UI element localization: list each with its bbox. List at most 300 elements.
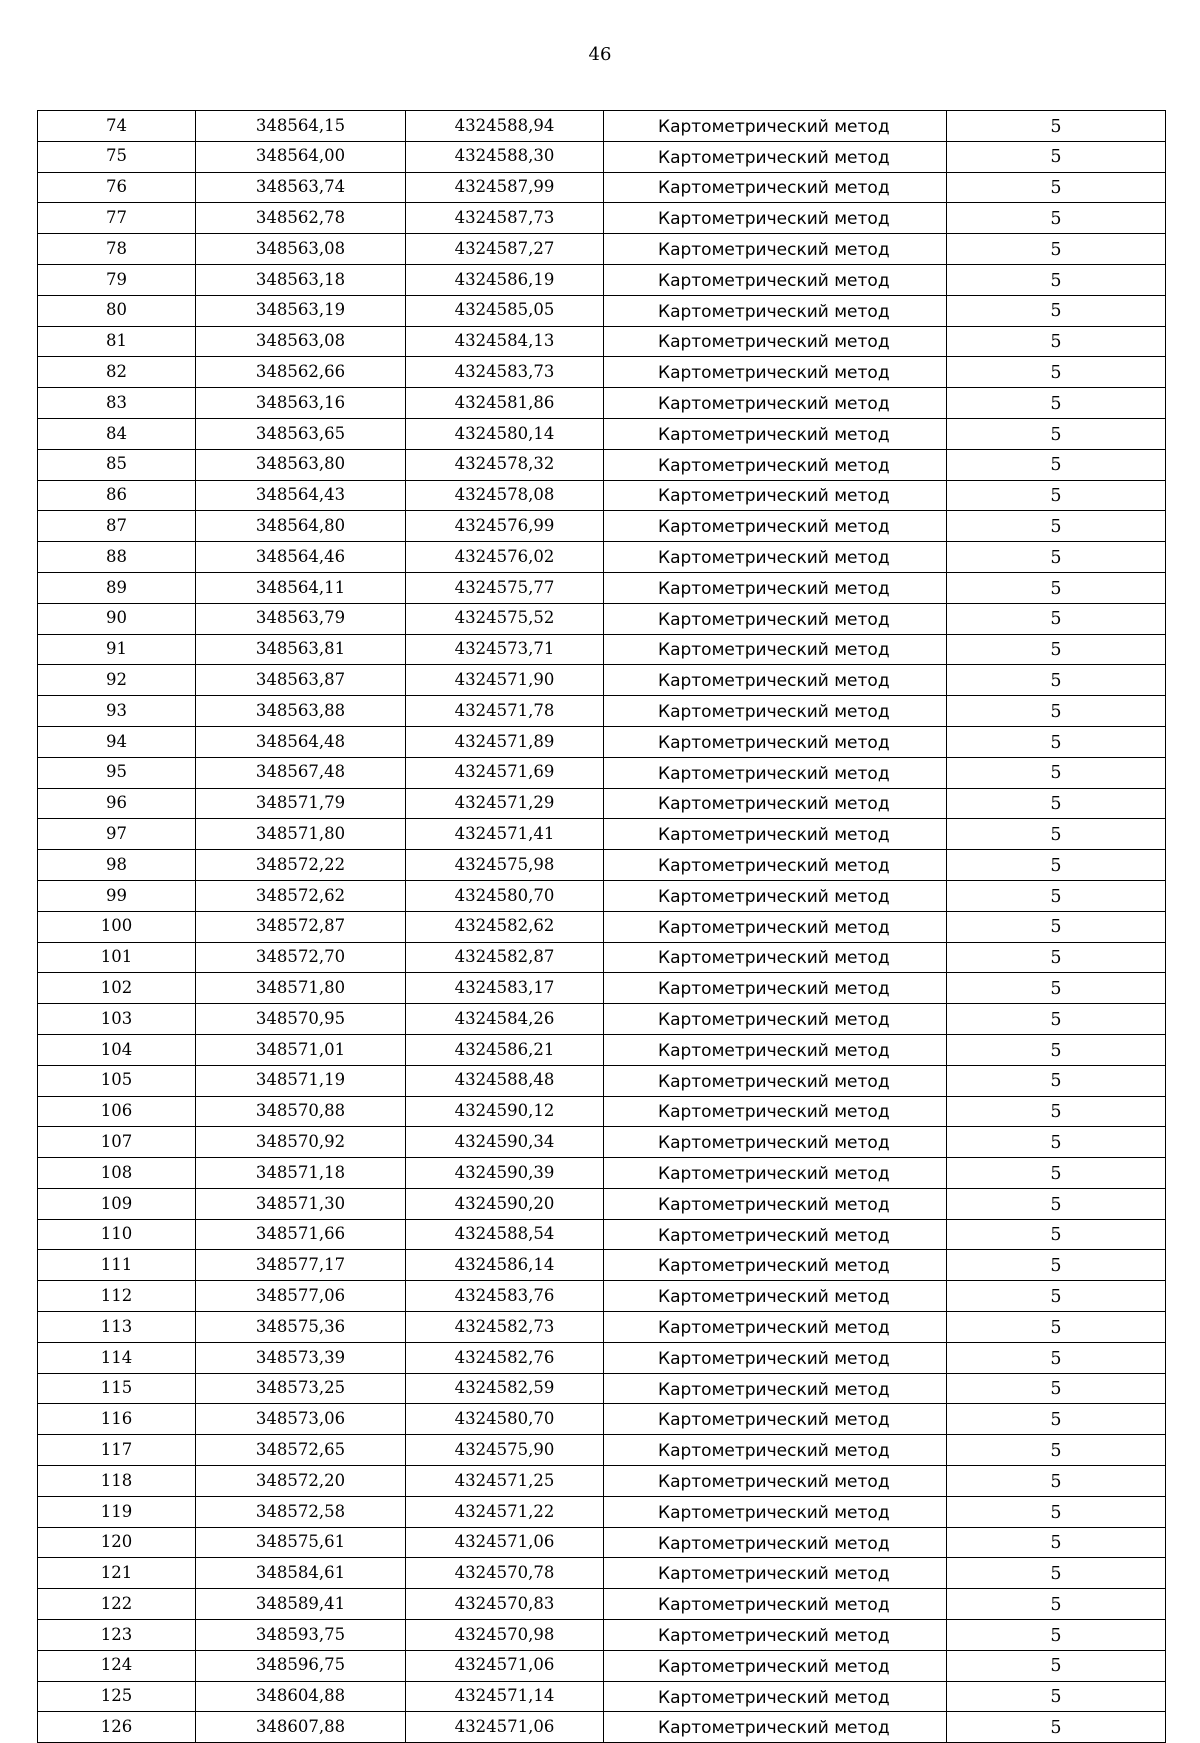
y-coordinate-cell: 4324571,69 [406,757,604,788]
point-number-cell: 103 [38,1004,196,1035]
point-number-cell: 121 [38,1558,196,1589]
method-cell: Картометрический метод [604,696,947,727]
point-number-cell: 117 [38,1435,196,1466]
accuracy-cell: 5 [947,1435,1166,1466]
accuracy-cell: 5 [947,603,1166,634]
accuracy-cell: 5 [947,634,1166,665]
accuracy-cell: 5 [947,973,1166,1004]
x-coordinate-cell: 348563,79 [196,603,406,634]
accuracy-cell: 5 [947,726,1166,757]
method-cell: Картометрический метод [604,1466,947,1497]
method-cell: Картометрический метод [604,788,947,819]
y-coordinate-cell: 4324578,32 [406,449,604,480]
point-number-cell: 113 [38,1312,196,1343]
accuracy-cell: 5 [947,1158,1166,1189]
method-cell: Картометрический метод [604,1620,947,1651]
y-coordinate-cell: 4324583,73 [406,357,604,388]
coordinates-table-body [38,111,1166,1743]
accuracy-cell: 5 [947,1034,1166,1065]
y-coordinate-cell: 4324583,76 [406,1281,604,1312]
table-row [38,1127,1166,1158]
x-coordinate-cell: 348563,80 [196,449,406,480]
accuracy-cell: 5 [947,1342,1166,1373]
x-coordinate-cell: 348575,36 [196,1312,406,1343]
x-coordinate-cell: 348563,81 [196,634,406,665]
method-cell: Картометрический метод [604,880,947,911]
accuracy-cell: 5 [947,295,1166,326]
table-row [38,357,1166,388]
table-row [38,1373,1166,1404]
method-cell: Картометрический метод [604,1496,947,1527]
table-row [38,111,1166,142]
x-coordinate-cell: 348564,11 [196,572,406,603]
table-row [38,1158,1166,1189]
method-cell: Картометрический метод [604,1127,947,1158]
x-coordinate-cell: 348571,79 [196,788,406,819]
point-number-cell: 101 [38,942,196,973]
method-cell: Картометрический метод [604,172,947,203]
y-coordinate-cell: 4324586,21 [406,1034,604,1065]
table-row [38,1312,1166,1343]
table-row [38,1034,1166,1065]
method-cell: Картометрический метод [604,1435,947,1466]
accuracy-cell: 5 [947,1620,1166,1651]
point-number-cell: 97 [38,819,196,850]
table-row [38,295,1166,326]
point-number-cell: 107 [38,1127,196,1158]
method-cell: Картометрический метод [604,1219,947,1250]
point-number-cell: 85 [38,449,196,480]
table-row [38,1096,1166,1127]
x-coordinate-cell: 348571,18 [196,1158,406,1189]
point-number-cell: 118 [38,1466,196,1497]
table-row [38,726,1166,757]
y-coordinate-cell: 4324587,73 [406,203,604,234]
y-coordinate-cell: 4324570,98 [406,1620,604,1651]
table-row [38,973,1166,1004]
table-row [38,1466,1166,1497]
accuracy-cell: 5 [947,1527,1166,1558]
point-number-cell: 119 [38,1496,196,1527]
accuracy-cell: 5 [947,449,1166,480]
coordinates-table [37,110,1166,1743]
method-cell: Картометрический метод [604,1712,947,1743]
x-coordinate-cell: 348564,00 [196,141,406,172]
accuracy-cell: 5 [947,880,1166,911]
accuracy-cell: 5 [947,819,1166,850]
x-coordinate-cell: 348572,58 [196,1496,406,1527]
point-number-cell: 126 [38,1712,196,1743]
table-row [38,1219,1166,1250]
y-coordinate-cell: 4324575,52 [406,603,604,634]
accuracy-cell: 5 [947,1466,1166,1497]
accuracy-cell: 5 [947,1681,1166,1712]
accuracy-cell: 5 [947,542,1166,573]
y-coordinate-cell: 4324575,98 [406,850,604,881]
x-coordinate-cell: 348563,74 [196,172,406,203]
table-row [38,603,1166,634]
point-number-cell: 78 [38,234,196,265]
method-cell: Картометрический метод [604,911,947,942]
method-cell: Картометрический метод [604,295,947,326]
x-coordinate-cell: 348563,18 [196,264,406,295]
table-row [38,326,1166,357]
accuracy-cell: 5 [947,418,1166,449]
accuracy-cell: 5 [947,1404,1166,1435]
method-cell: Картометрический метод [604,1404,947,1435]
accuracy-cell: 5 [947,1712,1166,1743]
accuracy-cell: 5 [947,1496,1166,1527]
table-row [38,264,1166,295]
y-coordinate-cell: 4324571,14 [406,1681,604,1712]
x-coordinate-cell: 348573,39 [196,1342,406,1373]
x-coordinate-cell: 348570,88 [196,1096,406,1127]
point-number-cell: 77 [38,203,196,234]
point-number-cell: 120 [38,1527,196,1558]
method-cell: Картометрический метод [604,480,947,511]
method-cell: Картометрический метод [604,511,947,542]
point-number-cell: 91 [38,634,196,665]
x-coordinate-cell: 348572,20 [196,1466,406,1497]
x-coordinate-cell: 348572,70 [196,942,406,973]
y-coordinate-cell: 4324590,34 [406,1127,604,1158]
point-number-cell: 106 [38,1096,196,1127]
accuracy-cell: 5 [947,1188,1166,1219]
table-row [38,388,1166,419]
y-coordinate-cell: 4324586,19 [406,264,604,295]
method-cell: Картометрический метод [604,141,947,172]
x-coordinate-cell: 348573,25 [196,1373,406,1404]
accuracy-cell: 5 [947,480,1166,511]
point-number-cell: 124 [38,1650,196,1681]
method-cell: Картометрический метод [604,1158,947,1189]
y-coordinate-cell: 4324571,06 [406,1527,604,1558]
method-cell: Картометрический метод [604,1096,947,1127]
x-coordinate-cell: 348563,19 [196,295,406,326]
x-coordinate-cell: 348571,66 [196,1219,406,1250]
method-cell: Картометрический метод [604,234,947,265]
x-coordinate-cell: 348571,01 [196,1034,406,1065]
point-number-cell: 88 [38,542,196,573]
table-row [38,1527,1166,1558]
x-coordinate-cell: 348593,75 [196,1620,406,1651]
accuracy-cell: 5 [947,696,1166,727]
method-cell: Картометрический метод [604,1589,947,1620]
method-cell: Картометрический метод [604,1312,947,1343]
accuracy-cell: 5 [947,572,1166,603]
point-number-cell: 90 [38,603,196,634]
accuracy-cell: 5 [947,1096,1166,1127]
point-number-cell: 114 [38,1342,196,1373]
table-row [38,1281,1166,1312]
point-number-cell: 112 [38,1281,196,1312]
point-number-cell: 116 [38,1404,196,1435]
point-number-cell: 74 [38,111,196,142]
x-coordinate-cell: 348570,95 [196,1004,406,1035]
table-row [38,665,1166,696]
x-coordinate-cell: 348564,43 [196,480,406,511]
y-coordinate-cell: 4324571,78 [406,696,604,727]
y-coordinate-cell: 4324584,26 [406,1004,604,1035]
accuracy-cell: 5 [947,1219,1166,1250]
x-coordinate-cell: 348563,08 [196,326,406,357]
x-coordinate-cell: 348571,80 [196,819,406,850]
accuracy-cell: 5 [947,850,1166,881]
point-number-cell: 115 [38,1373,196,1404]
y-coordinate-cell: 4324584,13 [406,326,604,357]
x-coordinate-cell: 348571,30 [196,1188,406,1219]
y-coordinate-cell: 4324571,89 [406,726,604,757]
y-coordinate-cell: 4324583,17 [406,973,604,1004]
method-cell: Картометрический метод [604,850,947,881]
accuracy-cell: 5 [947,942,1166,973]
method-cell: Картометрический метод [604,1681,947,1712]
point-number-cell: 87 [38,511,196,542]
y-coordinate-cell: 4324571,29 [406,788,604,819]
y-coordinate-cell: 4324571,06 [406,1650,604,1681]
y-coordinate-cell: 4324582,76 [406,1342,604,1373]
table-row [38,418,1166,449]
accuracy-cell: 5 [947,1281,1166,1312]
accuracy-cell: 5 [947,111,1166,142]
y-coordinate-cell: 4324590,39 [406,1158,604,1189]
method-cell: Картометрический метод [604,757,947,788]
point-number-cell: 108 [38,1158,196,1189]
method-cell: Картометрический метод [604,388,947,419]
method-cell: Картометрический метод [604,1373,947,1404]
accuracy-cell: 5 [947,1250,1166,1281]
point-number-cell: 109 [38,1188,196,1219]
method-cell: Картометрический метод [604,603,947,634]
accuracy-cell: 5 [947,172,1166,203]
accuracy-cell: 5 [947,788,1166,819]
table-row [38,1712,1166,1743]
point-number-cell: 102 [38,973,196,1004]
table-row [38,1250,1166,1281]
method-cell: Картометрический метод [604,1342,947,1373]
point-number-cell: 92 [38,665,196,696]
method-cell: Картометрический метод [604,1188,947,1219]
accuracy-cell: 5 [947,665,1166,696]
y-coordinate-cell: 4324573,71 [406,634,604,665]
table-row [38,572,1166,603]
method-cell: Картометрический метод [604,203,947,234]
table-row [38,1650,1166,1681]
x-coordinate-cell: 348564,80 [196,511,406,542]
point-number-cell: 104 [38,1034,196,1065]
y-coordinate-cell: 4324575,90 [406,1435,604,1466]
point-number-cell: 82 [38,357,196,388]
y-coordinate-cell: 4324587,27 [406,234,604,265]
point-number-cell: 123 [38,1620,196,1651]
table-row [38,819,1166,850]
table-row [38,788,1166,819]
method-cell: Картометрический метод [604,111,947,142]
x-coordinate-cell: 348584,61 [196,1558,406,1589]
x-coordinate-cell: 348577,17 [196,1250,406,1281]
method-cell: Картометрический метод [604,326,947,357]
y-coordinate-cell: 4324586,14 [406,1250,604,1281]
y-coordinate-cell: 4324570,83 [406,1589,604,1620]
y-coordinate-cell: 4324580,70 [406,880,604,911]
table-row [38,1404,1166,1435]
table-row [38,1342,1166,1373]
accuracy-cell: 5 [947,1558,1166,1589]
table-row [38,942,1166,973]
x-coordinate-cell: 348596,75 [196,1650,406,1681]
accuracy-cell: 5 [947,388,1166,419]
y-coordinate-cell: 4324580,14 [406,418,604,449]
method-cell: Картометрический метод [604,542,947,573]
accuracy-cell: 5 [947,1065,1166,1096]
method-cell: Картометрический метод [604,942,947,973]
y-coordinate-cell: 4324571,06 [406,1712,604,1743]
accuracy-cell: 5 [947,1127,1166,1158]
table-row [38,757,1166,788]
point-number-cell: 93 [38,696,196,727]
method-cell: Картометрический метод [604,1281,947,1312]
y-coordinate-cell: 4324576,99 [406,511,604,542]
table-row [38,1589,1166,1620]
method-cell: Картометрический метод [604,418,947,449]
y-coordinate-cell: 4324582,59 [406,1373,604,1404]
method-cell: Картометрический метод [604,819,947,850]
x-coordinate-cell: 348564,48 [196,726,406,757]
method-cell: Картометрический метод [604,665,947,696]
table-row [38,1435,1166,1466]
point-number-cell: 111 [38,1250,196,1281]
point-number-cell: 75 [38,141,196,172]
x-coordinate-cell: 348575,61 [196,1527,406,1558]
accuracy-cell: 5 [947,141,1166,172]
x-coordinate-cell: 348572,22 [196,850,406,881]
accuracy-cell: 5 [947,326,1166,357]
x-coordinate-cell: 348563,08 [196,234,406,265]
point-number-cell: 100 [38,911,196,942]
accuracy-cell: 5 [947,264,1166,295]
accuracy-cell: 5 [947,1589,1166,1620]
accuracy-cell: 5 [947,911,1166,942]
point-number-cell: 80 [38,295,196,326]
y-coordinate-cell: 4324571,90 [406,665,604,696]
accuracy-cell: 5 [947,511,1166,542]
y-coordinate-cell: 4324575,77 [406,572,604,603]
point-number-cell: 99 [38,880,196,911]
y-coordinate-cell: 4324582,87 [406,942,604,973]
method-cell: Картометрический метод [604,1650,947,1681]
x-coordinate-cell: 348563,88 [196,696,406,727]
accuracy-cell: 5 [947,1312,1166,1343]
y-coordinate-cell: 4324571,25 [406,1466,604,1497]
table-row [38,542,1166,573]
table-row [38,634,1166,665]
table-row [38,880,1166,911]
y-coordinate-cell: 4324588,54 [406,1219,604,1250]
accuracy-cell: 5 [947,357,1166,388]
table-row [38,172,1166,203]
table-row [38,1004,1166,1035]
y-coordinate-cell: 4324590,20 [406,1188,604,1219]
method-cell: Картометрический метод [604,634,947,665]
point-number-cell: 81 [38,326,196,357]
x-coordinate-cell: 348577,06 [196,1281,406,1312]
point-number-cell: 95 [38,757,196,788]
y-coordinate-cell: 4324585,05 [406,295,604,326]
accuracy-cell: 5 [947,203,1166,234]
table-row [38,1188,1166,1219]
point-number-cell: 86 [38,480,196,511]
table-row [38,696,1166,727]
point-number-cell: 84 [38,418,196,449]
table-row [38,1065,1166,1096]
point-number-cell: 76 [38,172,196,203]
point-number-cell: 89 [38,572,196,603]
point-number-cell: 83 [38,388,196,419]
y-coordinate-cell: 4324588,48 [406,1065,604,1096]
table-row [38,1496,1166,1527]
page-number: 46 [588,44,612,65]
method-cell: Картометрический метод [604,449,947,480]
method-cell: Картометрический метод [604,726,947,757]
table-row [38,480,1166,511]
y-coordinate-cell: 4324571,41 [406,819,604,850]
table-row [38,850,1166,881]
method-cell: Картометрический метод [604,1004,947,1035]
point-number-cell: 96 [38,788,196,819]
table-row [38,911,1166,942]
method-cell: Картометрический метод [604,973,947,1004]
x-coordinate-cell: 348572,65 [196,1435,406,1466]
y-coordinate-cell: 4324570,78 [406,1558,604,1589]
table-row [38,203,1166,234]
y-coordinate-cell: 4324571,22 [406,1496,604,1527]
x-coordinate-cell: 348563,65 [196,418,406,449]
table-row [38,234,1166,265]
x-coordinate-cell: 348564,46 [196,542,406,573]
x-coordinate-cell: 348571,80 [196,973,406,1004]
method-cell: Картометрический метод [604,1065,947,1096]
y-coordinate-cell: 4324582,73 [406,1312,604,1343]
method-cell: Картометрический метод [604,1250,947,1281]
point-number-cell: 110 [38,1219,196,1250]
x-coordinate-cell: 348563,16 [196,388,406,419]
x-coordinate-cell: 348567,48 [196,757,406,788]
y-coordinate-cell: 4324588,94 [406,111,604,142]
y-coordinate-cell: 4324581,86 [406,388,604,419]
y-coordinate-cell: 4324587,99 [406,172,604,203]
x-coordinate-cell: 348562,66 [196,357,406,388]
y-coordinate-cell: 4324578,08 [406,480,604,511]
method-cell: Картометрический метод [604,1558,947,1589]
method-cell: Картометрический метод [604,357,947,388]
accuracy-cell: 5 [947,1004,1166,1035]
point-number-cell: 79 [38,264,196,295]
accuracy-cell: 5 [947,1650,1166,1681]
x-coordinate-cell: 348562,78 [196,203,406,234]
x-coordinate-cell: 348571,19 [196,1065,406,1096]
accuracy-cell: 5 [947,1373,1166,1404]
y-coordinate-cell: 4324588,30 [406,141,604,172]
table-row [38,141,1166,172]
method-cell: Картометрический метод [604,264,947,295]
table-row [38,1558,1166,1589]
point-number-cell: 105 [38,1065,196,1096]
x-coordinate-cell: 348563,87 [196,665,406,696]
table-row [38,449,1166,480]
table-row [38,1620,1166,1651]
accuracy-cell: 5 [947,234,1166,265]
x-coordinate-cell: 348607,88 [196,1712,406,1743]
